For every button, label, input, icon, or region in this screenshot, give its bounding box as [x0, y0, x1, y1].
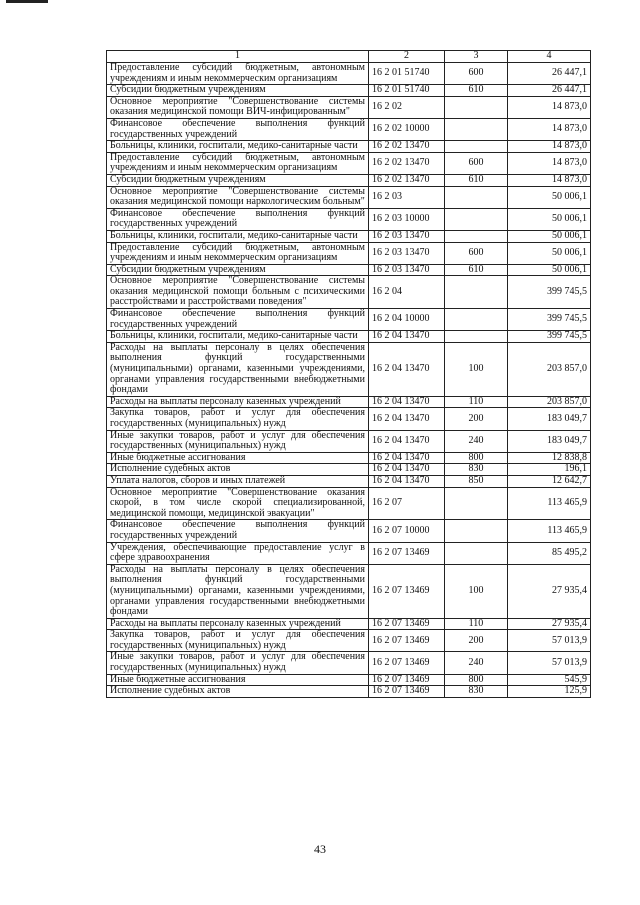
- row-name: Закупка товаров, работ и услуг для обеспечения государственных (муниципальных) нужд: [107, 630, 369, 652]
- row-vr-code: 600: [445, 242, 508, 264]
- row-vr-code: 850: [445, 475, 508, 487]
- row-code: 16 2 02: [369, 96, 445, 118]
- row-amount: 183 049,7: [508, 430, 591, 452]
- row-amount: 85 495,2: [508, 542, 591, 564]
- row-name: Исполнение судебных актов: [107, 464, 369, 476]
- header-col-4: 4: [508, 51, 591, 63]
- table-row: [107, 141, 591, 153]
- row-code: 16 2 07 13469: [369, 630, 445, 652]
- table-row: [107, 186, 591, 208]
- table-row: [107, 618, 591, 630]
- row-amount: 125,9: [508, 686, 591, 698]
- row-vr-code: 100: [445, 564, 508, 618]
- row-name: Основное мероприятие "Совершенствование системы оказания медицинской помощи ВИЧ-инфицированным": [107, 96, 369, 118]
- row-vr-code: 600: [445, 63, 508, 85]
- row-name: Расходы на выплаты персоналу в целях обеспечения выполнения функций государственными (муниципальными) органами, казенными учреждениями, органами управления государственными внебюджетными фондами: [107, 342, 369, 396]
- row-code: 16 2 07: [369, 487, 445, 520]
- row-code: 16 2 03 13470: [369, 242, 445, 264]
- row-name: Финансовое обеспечение выполнения функций государственных учреждений: [107, 118, 369, 140]
- row-amount: 14 873,0: [508, 96, 591, 118]
- row-name: Учреждения, обеспечивающие предоставление услуг в сфере здравоохранения: [107, 542, 369, 564]
- row-name: Основное мероприятие "Совершенствование системы оказания медицинской помощи наркологическим больным": [107, 186, 369, 208]
- row-code: 16 2 07 13469: [369, 686, 445, 698]
- row-code: 16 2 07 13469: [369, 652, 445, 674]
- row-code: 16 2 01 51740: [369, 85, 445, 97]
- row-code: 16 2 02 10000: [369, 118, 445, 140]
- row-name: Расходы на выплаты персоналу казенных учреждений: [107, 618, 369, 630]
- header-col-2: 2: [369, 51, 445, 63]
- row-code: 16 2 03 13470: [369, 230, 445, 242]
- row-code: 16 2 02 13470: [369, 152, 445, 174]
- row-vr-code: [445, 118, 508, 140]
- row-name: Больницы, клиники, госпитали, медико-санитарные части: [107, 331, 369, 343]
- row-code: 16 2 01 51740: [369, 63, 445, 85]
- row-name: Расходы на выплаты персоналу казенных учреждений: [107, 396, 369, 408]
- table-row: [107, 686, 591, 698]
- row-vr-code: 610: [445, 264, 508, 276]
- row-name: Иные бюджетные ассигнования: [107, 674, 369, 686]
- table-row: [107, 475, 591, 487]
- row-code: 16 2 07 13469: [369, 542, 445, 564]
- row-amount: 545,9: [508, 674, 591, 686]
- table-row: [107, 652, 591, 674]
- row-code: 16 2 04 13470: [369, 408, 445, 430]
- row-vr-code: [445, 542, 508, 564]
- table-row: [107, 242, 591, 264]
- row-vr-code: 200: [445, 408, 508, 430]
- row-amount: 57 013,9: [508, 630, 591, 652]
- row-name: Иные бюджетные ассигнования: [107, 452, 369, 464]
- row-amount: 50 006,1: [508, 186, 591, 208]
- row-name: Предоставление субсидий бюджетным, автономным учреждениям и иным некоммерческим организациям: [107, 242, 369, 264]
- row-amount: 14 873,0: [508, 174, 591, 186]
- table-row: [107, 564, 591, 618]
- row-amount: 14 873,0: [508, 152, 591, 174]
- row-amount: 50 006,1: [508, 208, 591, 230]
- table-row: [107, 152, 591, 174]
- row-name: Иные закупки товаров, работ и услуг для обеспечения государственных (муниципальных) нужд: [107, 652, 369, 674]
- row-name: Финансовое обеспечение выполнения функций государственных учреждений: [107, 520, 369, 542]
- row-code: 16 2 03 13470: [369, 264, 445, 276]
- row-vr-code: 800: [445, 452, 508, 464]
- header-col-3: 3: [445, 51, 508, 63]
- row-name: Закупка товаров, работ и услуг для обеспечения государственных (муниципальных) нужд: [107, 408, 369, 430]
- row-name: Основное мероприятие "Совершенствование оказания скорой, в том числе скорой специализированной, медицинской помощи, медицинской эвакуации": [107, 487, 369, 520]
- row-name: Исполнение судебных актов: [107, 686, 369, 698]
- table-row: [107, 230, 591, 242]
- row-code: 16 2 03: [369, 186, 445, 208]
- row-name: Финансовое обеспечение выполнения функций государственных учреждений: [107, 309, 369, 331]
- row-amount: 50 006,1: [508, 264, 591, 276]
- row-code: 16 2 04 13470: [369, 396, 445, 408]
- table-row: [107, 118, 591, 140]
- row-name: Иные закупки товаров, работ и услуг для обеспечения государственных (муниципальных) нужд: [107, 430, 369, 452]
- row-vr-code: [445, 487, 508, 520]
- row-amount: 203 857,0: [508, 342, 591, 396]
- page-number: 43: [314, 842, 326, 856]
- row-name: Субсидии бюджетным учреждениям: [107, 174, 369, 186]
- row-code: 16 2 07 13469: [369, 618, 445, 630]
- row-vr-code: 110: [445, 618, 508, 630]
- row-amount: 196,1: [508, 464, 591, 476]
- row-code: 16 2 04 13470: [369, 464, 445, 476]
- table-row: [107, 674, 591, 686]
- row-vr-code: [445, 186, 508, 208]
- row-code: 16 2 04 13470: [369, 452, 445, 464]
- row-code: 16 2 04 13470: [369, 331, 445, 343]
- row-code: 16 2 04 13470: [369, 430, 445, 452]
- row-code: 16 2 04 13470: [369, 342, 445, 396]
- row-amount: 14 873,0: [508, 118, 591, 140]
- row-amount: 26 447,1: [508, 63, 591, 85]
- row-name: Финансовое обеспечение выполнения функций государственных учреждений: [107, 208, 369, 230]
- row-vr-code: 800: [445, 674, 508, 686]
- row-name: Расходы на выплаты персоналу в целях обеспечения выполнения функций государственными (муниципальными) органами, казенными учреждениями, органами управления государственными внебюджетными фондами: [107, 564, 369, 618]
- row-vr-code: [445, 276, 508, 309]
- row-amount: 14 873,0: [508, 141, 591, 153]
- row-amount: 203 857,0: [508, 396, 591, 408]
- row-name: Больницы, клиники, госпитали, медико-санитарные части: [107, 141, 369, 153]
- row-amount: 50 006,1: [508, 230, 591, 242]
- row-vr-code: [445, 208, 508, 230]
- table-row: [107, 276, 591, 309]
- row-code: 16 2 04: [369, 276, 445, 309]
- table-row: [107, 309, 591, 331]
- row-vr-code: 110: [445, 396, 508, 408]
- row-code: 16 2 03 10000: [369, 208, 445, 230]
- row-code: 16 2 07 10000: [369, 520, 445, 542]
- row-amount: 57 013,9: [508, 652, 591, 674]
- row-amount: 12 838,8: [508, 452, 591, 464]
- table-row: [107, 520, 591, 542]
- row-vr-code: 200: [445, 630, 508, 652]
- table-row: [107, 396, 591, 408]
- header-row: [107, 51, 591, 63]
- row-amount: 50 006,1: [508, 242, 591, 264]
- row-amount: 399 745,5: [508, 309, 591, 331]
- table-row: [107, 208, 591, 230]
- table-row: [107, 342, 591, 396]
- row-code: 16 2 04 10000: [369, 309, 445, 331]
- row-name: Субсидии бюджетным учреждениям: [107, 264, 369, 276]
- row-vr-code: [445, 331, 508, 343]
- row-vr-code: 610: [445, 85, 508, 97]
- row-name: Предоставление субсидий бюджетным, автономным учреждениям и иным некоммерческим организациям: [107, 63, 369, 85]
- row-amount: 183 049,7: [508, 408, 591, 430]
- table-row: [107, 542, 591, 564]
- row-amount: 27 935,4: [508, 564, 591, 618]
- row-code: 16 2 02 13470: [369, 174, 445, 186]
- row-code: 16 2 07 13469: [369, 564, 445, 618]
- row-code: 16 2 02 13470: [369, 141, 445, 153]
- row-vr-code: 830: [445, 686, 508, 698]
- row-name: Основное мероприятие "Совершенствование системы оказания медицинской помощи больным с психическими расстройствами и расстройствами поведения": [107, 276, 369, 309]
- row-amount: 113 465,9: [508, 487, 591, 520]
- header-col-1: 1: [107, 51, 369, 63]
- row-vr-code: [445, 309, 508, 331]
- row-vr-code: [445, 96, 508, 118]
- row-name: Больницы, клиники, госпитали, медико-санитарные части: [107, 230, 369, 242]
- row-vr-code: [445, 520, 508, 542]
- table-row: [107, 174, 591, 186]
- table-row: [107, 63, 591, 85]
- scan-edge-mark: [6, 0, 48, 3]
- table-row: [107, 487, 591, 520]
- row-vr-code: 240: [445, 652, 508, 674]
- row-vr-code: 240: [445, 430, 508, 452]
- table-row: [107, 408, 591, 430]
- table-row: [107, 96, 591, 118]
- row-vr-code: [445, 230, 508, 242]
- table-row: [107, 452, 591, 464]
- table-row: [107, 331, 591, 343]
- table-row: [107, 264, 591, 276]
- row-vr-code: [445, 141, 508, 153]
- table-row: [107, 430, 591, 452]
- row-vr-code: 610: [445, 174, 508, 186]
- budget-table: [106, 50, 591, 698]
- table-row: [107, 85, 591, 97]
- row-amount: 26 447,1: [508, 85, 591, 97]
- row-amount: 399 745,5: [508, 331, 591, 343]
- row-vr-code: 100: [445, 342, 508, 396]
- row-name: Уплата налогов, сборов и иных платежей: [107, 475, 369, 487]
- row-code: 16 2 04 13470: [369, 475, 445, 487]
- row-name: Субсидии бюджетным учреждениям: [107, 85, 369, 97]
- row-amount: 399 745,5: [508, 276, 591, 309]
- table-row: [107, 464, 591, 476]
- row-amount: 113 465,9: [508, 520, 591, 542]
- row-code: 16 2 07 13469: [369, 674, 445, 686]
- table-row: [107, 630, 591, 652]
- row-amount: 12 642,7: [508, 475, 591, 487]
- row-amount: 27 935,4: [508, 618, 591, 630]
- row-vr-code: 600: [445, 152, 508, 174]
- row-vr-code: 830: [445, 464, 508, 476]
- row-name: Предоставление субсидий бюджетным, автономным учреждениям и иным некоммерческим организациям: [107, 152, 369, 174]
